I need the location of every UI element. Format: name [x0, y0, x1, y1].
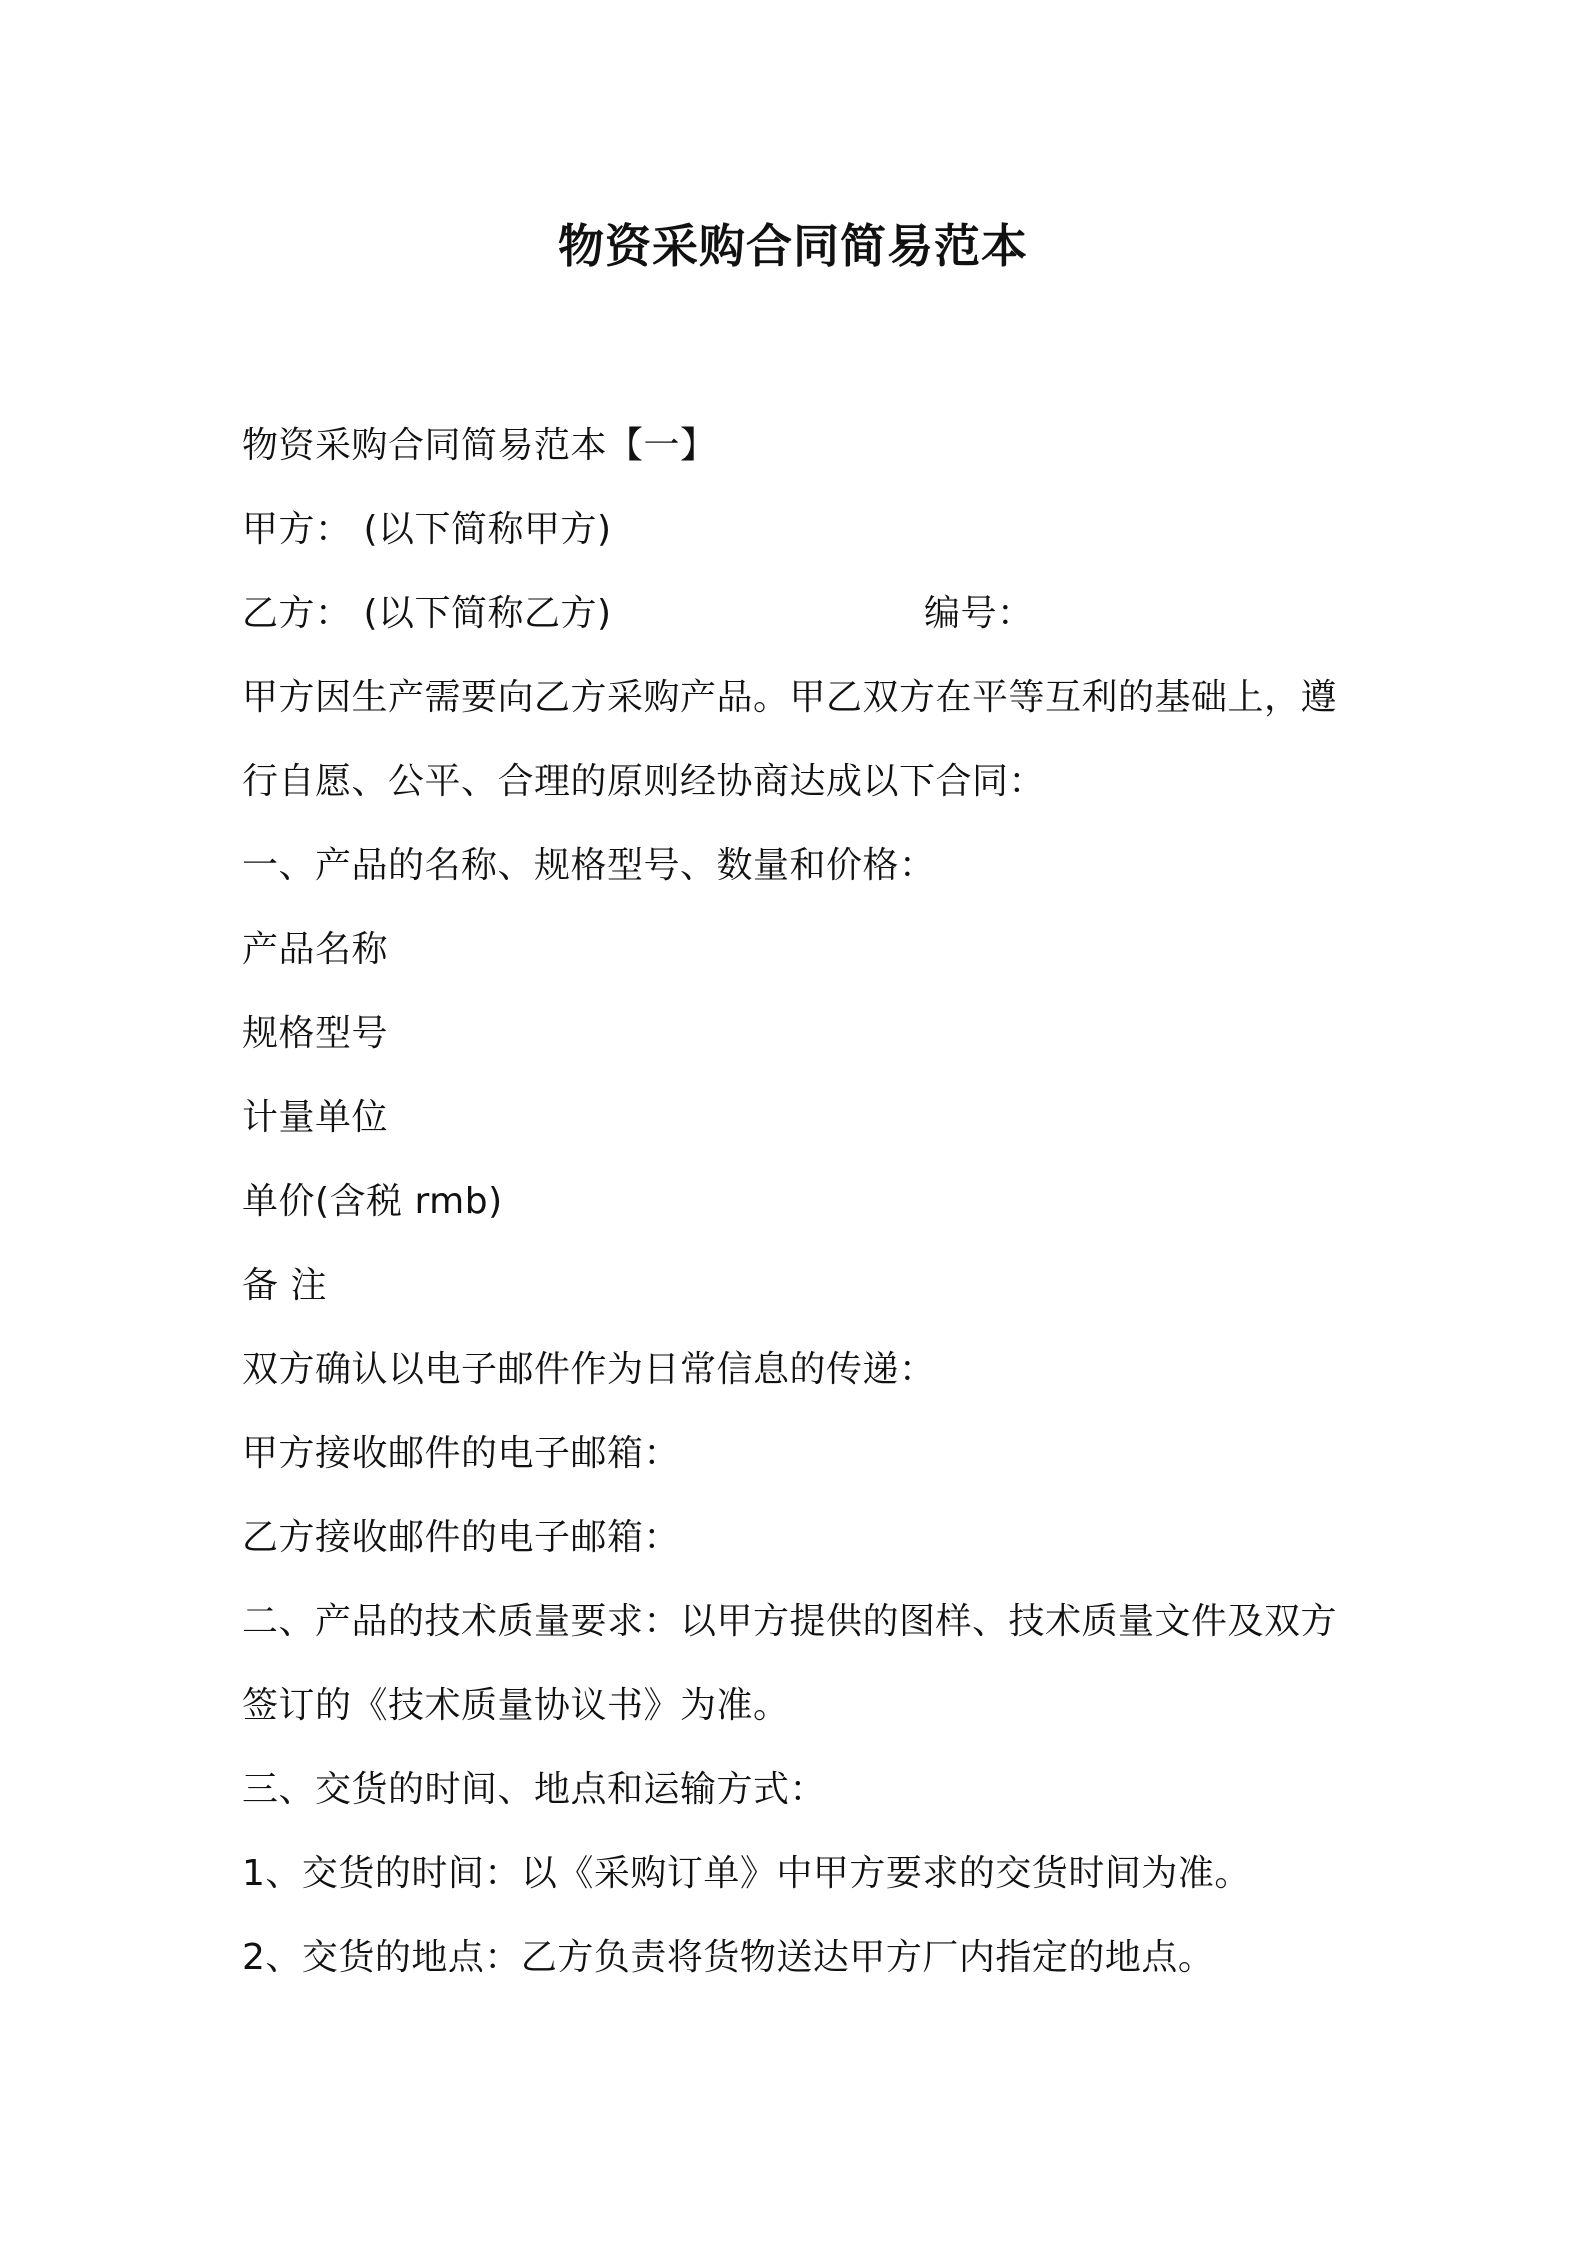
document-title: 物资采购合同简易范本 — [558, 219, 1028, 273]
section-2-line-1: 二、产品的技术质量要求：以甲方提供的图样、技术质量文件及双方 — [242, 1601, 1338, 1642]
field-unit-price: 单价(含税 rmb) — [242, 1181, 503, 1222]
email-confirm-line: 双方确认以电子邮件作为日常信息的传递： — [242, 1349, 936, 1390]
email-party-b-line: 乙方接收邮件的电子邮箱： — [242, 1517, 681, 1558]
section-3-heading: 三、交货的时间、地点和运输方式： — [242, 1769, 827, 1810]
field-spec-model: 规格型号 — [242, 1013, 389, 1054]
intro-line-2: 行自愿、公平、合理的原则经协商达成以下合同： — [242, 761, 1046, 802]
party-b-line: 乙方： (以下简称乙方) — [242, 593, 612, 634]
field-product-name: 产品名称 — [242, 929, 389, 970]
delivery-time-line: 1、交货的时间：以《采购订单》中甲方要求的交货时间为准。 — [242, 1853, 1251, 1894]
party-a-line: 甲方： (以下简称甲方) — [242, 509, 612, 550]
field-remarks: 备 注 — [242, 1265, 327, 1306]
section-2-line-2: 签订的《技术质量协议书》为准。 — [242, 1685, 790, 1726]
document-body — [242, 404, 1362, 2000]
delivery-place-line: 2、交货的地点：乙方负责将货物送达甲方厂内指定的地点。 — [242, 1937, 1215, 1978]
field-unit: 计量单位 — [242, 1097, 389, 1138]
contract-subtitle: 物资采购合同简易范本【一】 — [242, 425, 717, 466]
intro-line-1: 甲方因生产需要向乙方采购产品。甲乙双方在平等互利的基础上，遵 — [242, 677, 1338, 718]
contract-number-label: 编号： — [924, 593, 1034, 634]
party-b-row — [242, 572, 1362, 656]
section-1-heading: 一、产品的名称、规格型号、数量和价格： — [242, 845, 936, 886]
email-party-a-line: 甲方接收邮件的电子邮箱： — [242, 1433, 681, 1474]
